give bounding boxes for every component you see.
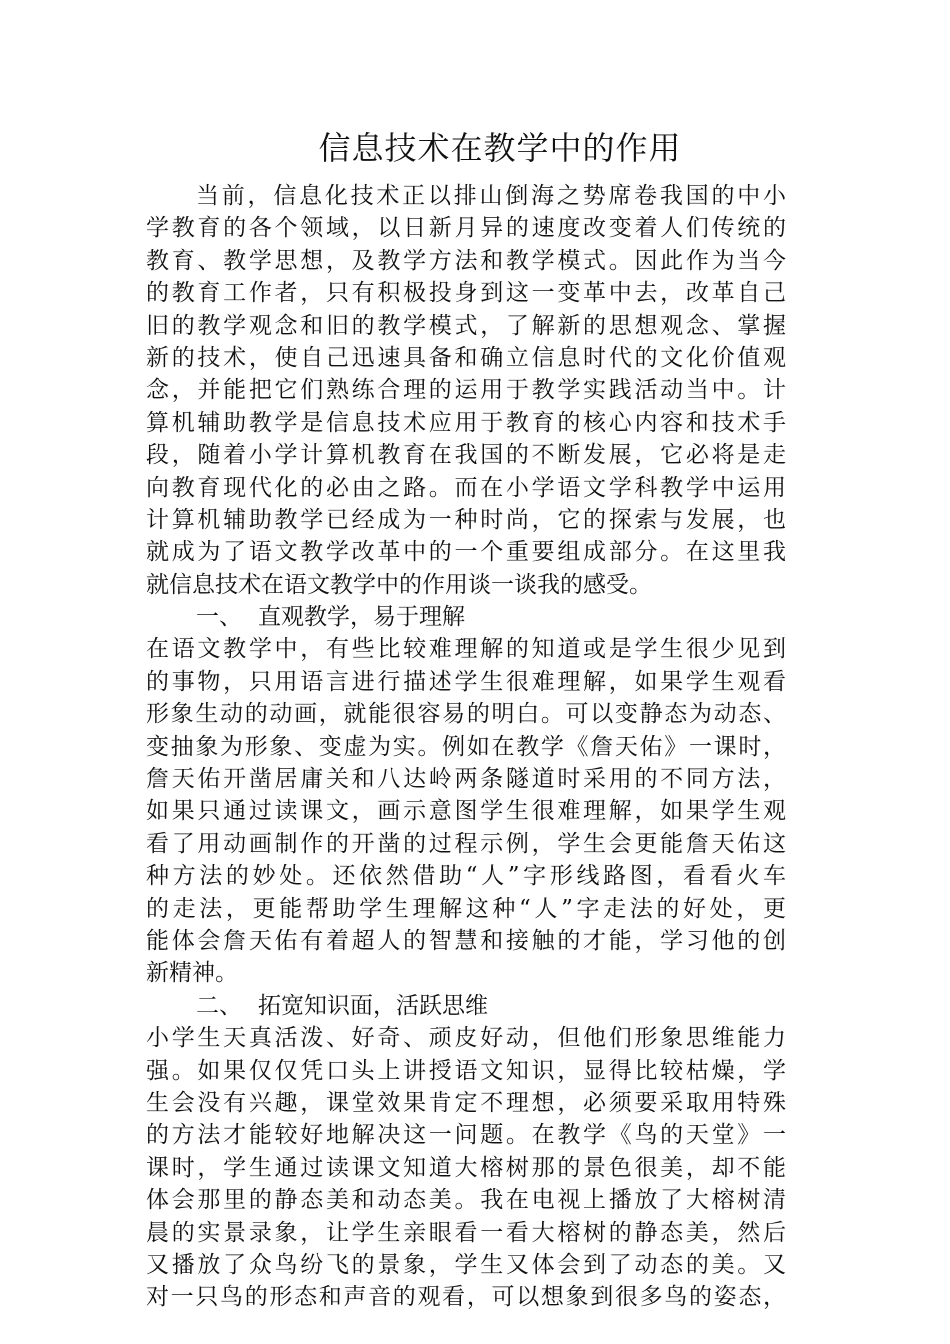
paragraph-line: 形象生动的动画，就能很容易的明白。可以变静态为动态、 xyxy=(146,701,786,728)
paragraph-line: 新精神。 xyxy=(146,960,238,987)
paragraph-line: 当前，信息化技术正以排山倒海之势席卷我国的中小 xyxy=(196,183,786,209)
paragraph-line: 段，随着小学计算机教育在我国的不断发展，它必将是走 xyxy=(146,442,786,469)
section-number: 一、 xyxy=(196,604,242,631)
paragraph-line: 变抽象为形象、变虚为实。例如在教学《詹天佑》一课时， xyxy=(146,733,786,760)
paragraph-line: 能体会詹天佑有着超人的智慧和接触的才能，学习他的创 xyxy=(146,927,786,954)
section-heading-2 xyxy=(146,990,786,1022)
paragraph-line: 如果只通过读课文，画示意图学生很难理解，如果学生观 xyxy=(146,798,786,825)
paragraph-line: 旧的教学观念和旧的教学模式，了解新的思想观念、掌握 xyxy=(146,312,786,339)
paragraph-line: 种方法的妙处。还依然借助“人”字形线路图，看看火车 xyxy=(146,863,786,890)
section-heading-text: 拓宽知识面，活跃思维 xyxy=(258,992,488,1019)
document-title: 信息技术在教学中的作用 xyxy=(318,129,682,167)
document-body xyxy=(146,180,786,1314)
paragraph-line: 生会没有兴趣，课堂效果肯定不理想，必须要采取用特殊 xyxy=(146,1089,786,1116)
paragraph-line: 就信息技术在语文教学中的作用谈一谈我的感受。 xyxy=(146,571,652,598)
section-heading-1 xyxy=(146,601,786,633)
paragraph-line: 晨的实景录象，让学生亲眼看一看大榕树的静态美，然后 xyxy=(146,1219,786,1246)
section-heading-text: 直观教学，易于理解 xyxy=(258,604,465,631)
paragraph-line: 的事物，只用语言进行描述学生很难理解，如果学生观看 xyxy=(146,668,786,695)
paragraph-line: 的教育工作者，只有积极投身到这一变革中去，改革自己 xyxy=(146,280,786,307)
paragraph-line: 的走法，更能帮助学生理解这种“人”字走法的好处，更 xyxy=(146,895,786,922)
paragraph-line: 强。如果仅仅凭口头上讲授语文知识，显得比较枯燥，学 xyxy=(146,1057,786,1084)
section-number: 二、 xyxy=(196,992,242,1019)
paragraph-line: 又播放了众鸟纷飞的景象，学生又体会到了动态的美。又 xyxy=(146,1251,786,1278)
section-2-paragraph xyxy=(146,1022,786,1314)
paragraph-line: 学教育的各个领域，以日新月异的速度改变着人们传统的 xyxy=(146,215,786,242)
paragraph-line: 的方法才能较好地解决这一问题。在教学《鸟的天堂》一 xyxy=(146,1122,786,1149)
paragraph-line: 体会那里的静态美和动态美。我在电视上播放了大榕树清 xyxy=(146,1187,786,1214)
paragraph-line: 小学生天真活泼、好奇、顽皮好动，但他们形象思维能力 xyxy=(146,1025,786,1052)
paragraph-line: 新的技术，使自己迅速具备和确立信息时代的文化价值观 xyxy=(146,344,786,371)
paragraph-line: 看了用动画制作的开凿的过程示例，学生会更能詹天佑这 xyxy=(146,830,786,857)
paragraph-line: 向教育现代化的必由之路。而在小学语文学科教学中运用 xyxy=(146,474,786,501)
paragraph-line: 念，并能把它们熟练合理的运用于教学实践活动当中。计 xyxy=(146,377,786,404)
paragraph-line: 算机辅助教学是信息技术应用于教育的核心内容和技术手 xyxy=(146,409,786,436)
paragraph-line: 对一只鸟的形态和声音的观看，可以想象到很多鸟的姿态， xyxy=(146,1284,786,1311)
section-1-paragraph xyxy=(146,633,786,989)
intro-paragraph xyxy=(146,180,786,601)
paragraph-line: 詹天佑开凿居庸关和八达岭两条隧道时采用的不同方法， xyxy=(146,766,786,793)
paragraph-line: 课时，学生通过读课文知道大榕树那的景色很美，却不能 xyxy=(146,1154,786,1181)
paragraph-line: 教育、教学思想，及教学方法和教学模式。因此作为当今 xyxy=(146,247,786,274)
paragraph-line: 在语文教学中，有些比较难理解的知道或是学生很少见到 xyxy=(146,636,786,663)
paragraph-line: 计算机辅助教学已经成为一种时尚，它的探索与发展，也 xyxy=(146,506,786,533)
paragraph-line: 就成为了语文教学改革中的一个重要组成部分。在这里我 xyxy=(146,539,786,566)
